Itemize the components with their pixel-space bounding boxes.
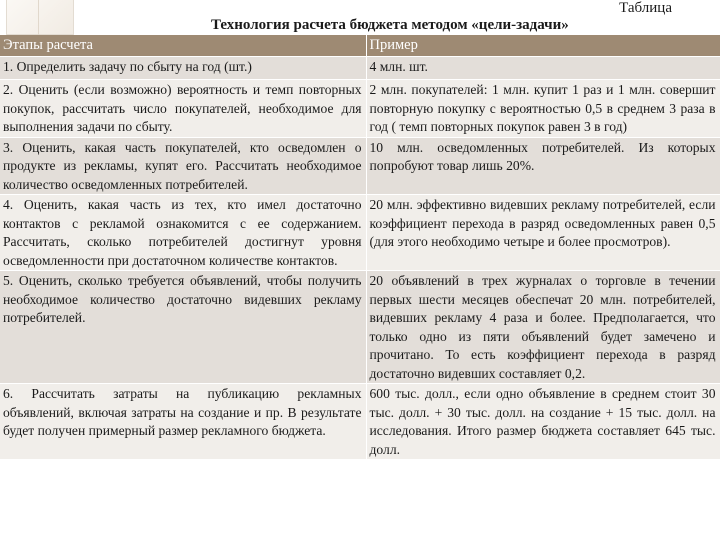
stage-text: 3. Оценить, какая часть покупателей, кто осведомлен о продукте из рекламы, купят его. Рассчитать необходимое количество осведомленных потребителей. <box>3 139 362 192</box>
decorative-corner-frame <box>6 0 74 35</box>
example-text: 600 тыс. долл., если одно объявление в среднем стоит 30 тыс. долл. + 30 тыс. долл. на создание + 15 тыс. долл. на исследования. Итого размер бюджета составляет 645 тыс. долл. <box>369 386 716 457</box>
table-row <box>0 384 720 460</box>
example-cell <box>366 57 720 80</box>
example-cell <box>366 271 720 384</box>
example-text: 20 объявлений в трех журналах о торговле в течении первых шести месяцев обеспечат 20 млн. потребителей, видевших рекламу 4 раза и более. Предполагается, что только одно из пяти объявлений будет замечено и прочитано. То есть коэффициент перехода в разряд достаточно видевших составляет 0,2. <box>369 273 716 381</box>
table-title: Технология расчета бюджета методом «цели-задачи» <box>211 17 569 33</box>
example-cell <box>366 195 720 271</box>
stage-cell <box>0 271 366 384</box>
stage-text: 6. Рассчитать затраты на публикацию рекламных объявлений, включая затраты на создание и пр. В результате будет получен примерный размер рекламного бюджета. <box>3 386 362 438</box>
stage-text: 4. Оценить, какая часть из тех, кто имел достаточно контактов с рекламой ознакомится с ее содержанием. Рассчитать, сколько потребителей достигнут уровня осведомленности при достаточном количестве контактов. <box>3 197 362 268</box>
table-row <box>0 80 720 138</box>
header-example: Пример <box>366 35 720 57</box>
stage-cell <box>0 80 366 138</box>
stage-text: 5. Оценить, сколько требуется объявлений, чтобы получить необходимое количество достаточно видевших рекламу потребителей. <box>3 273 362 325</box>
example-cell <box>366 137 720 195</box>
example-cell <box>366 384 720 460</box>
example-text: 4 млн. шт. <box>369 59 428 74</box>
stage-cell <box>0 384 366 460</box>
example-text: 2 млн. покупателей: 1 млн. купит 1 раз и 1 млн. совершит повторную покупку с вероятностью 0,5 в среднем 3 раза в год ( темп повторных покупок равен 3 в год) <box>369 82 716 134</box>
table-caption: Таблица <box>619 0 672 16</box>
header-stages: Этапы расчета <box>0 35 366 57</box>
table-header-row <box>0 35 720 57</box>
stage-text: 1. Определить задачу по сбыту на год (шт.) <box>3 59 252 74</box>
example-text: 10 млн. осведомленных потребителей. Из которых попробуют товар лишь 20%. <box>369 139 716 173</box>
stage-text: 2. Оценить (если возможно) вероятность и темп повторных покупок, рассчитать число покупателей, необходимое для выполнения задачи по сбыту. <box>3 82 362 134</box>
table-row <box>0 57 720 80</box>
stage-cell <box>0 195 366 271</box>
budget-table <box>0 35 720 459</box>
stage-cell <box>0 57 366 80</box>
example-cell <box>366 80 720 138</box>
example-text: 20 млн. эффективно видевших рекламу потребителей, если коэффициент перехода в разряд осведомленных равен 0,5 (для этого необходимо четыре и более просмотров). <box>369 197 716 249</box>
table-row <box>0 137 720 195</box>
table-row <box>0 195 720 271</box>
table-row <box>0 271 720 384</box>
stage-cell <box>0 137 366 195</box>
decorative-divider-line <box>38 0 39 38</box>
